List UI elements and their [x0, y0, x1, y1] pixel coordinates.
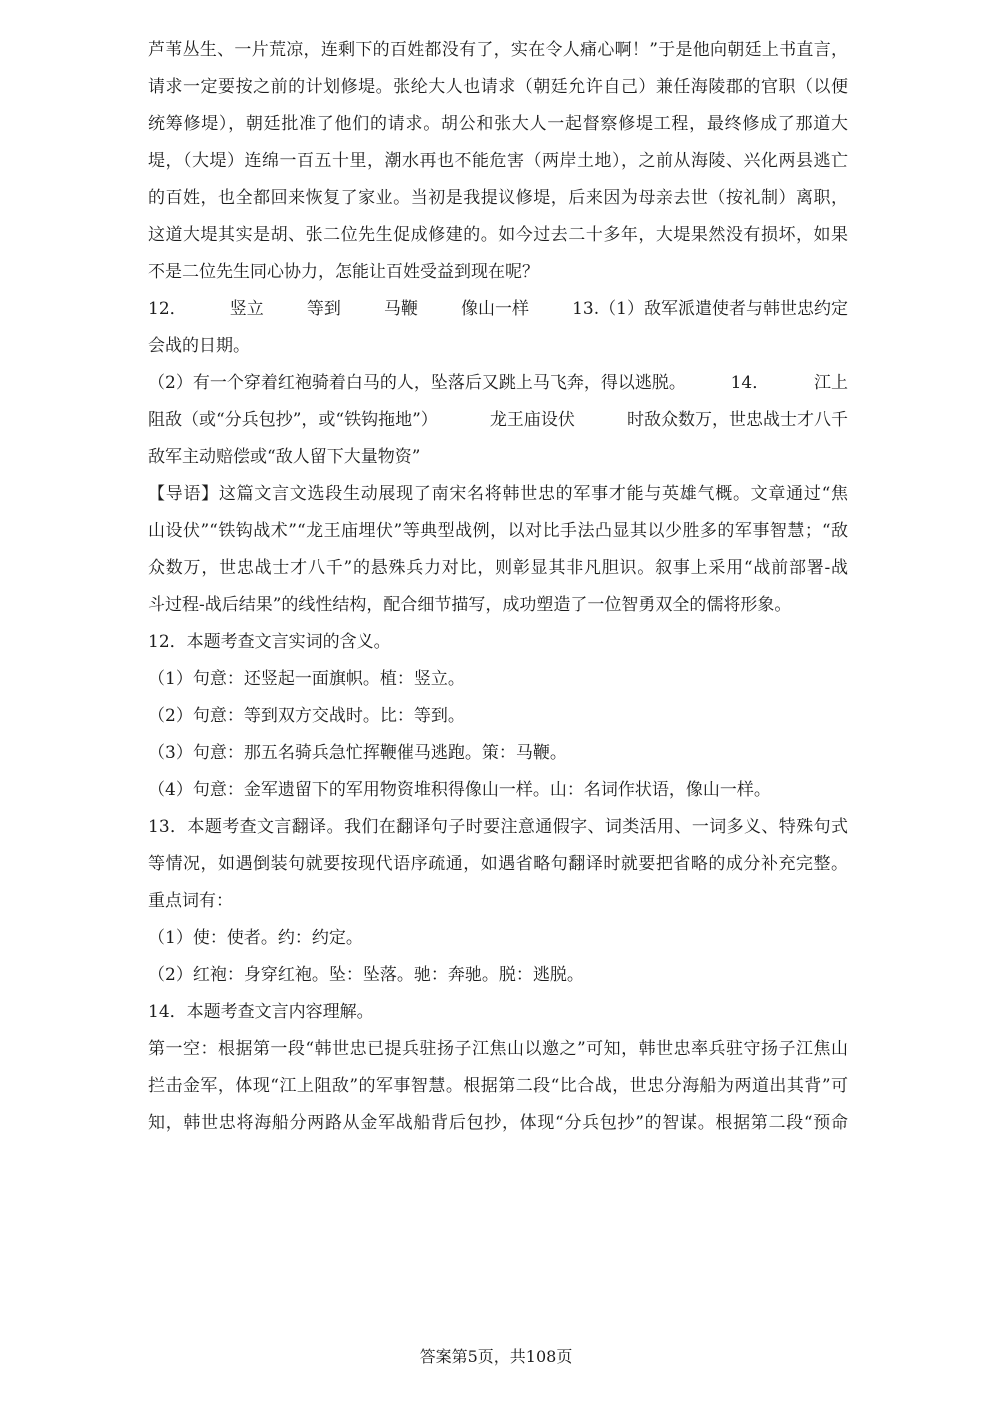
translation-line: 这道大堤其实是胡、张二位先生促成修建的。如今过去二十多年，大堤果然没有损坏，如果 — [148, 225, 848, 245]
guide-line: 众数万，世忠战士才八千”的悬殊兵力对比，则彰显其非凡胆识。叙事上采用“战前部署-战 — [148, 558, 848, 578]
q12-answer-4: 像山一样 — [461, 299, 530, 319]
q13-answer-2: （2）有一个穿着红袍骑着白马的人，坠落后又跳上马飞奔，得以逃脱。 — [148, 373, 686, 393]
q12-explain-heading: 12．本题考查文言实词的含义。 — [148, 632, 391, 652]
q13-answer-1: 13.（1）敌军派遣使者与韩世忠约定 — [572, 299, 848, 319]
guide-line: 【导语】这篇文言文选段生动展现了南宋名将韩世忠的军事才能与英雄气概。文章通过“焦 — [148, 484, 848, 504]
q12-explain-item: （1）句意：还竖起一面旗帜。植：竖立。 — [148, 669, 465, 689]
translation-line: 统筹修堤），朝廷批准了他们的请求。胡公和张大人一起督察修堤工程，最终修成了那道大 — [148, 114, 848, 134]
q12-number: 12． — [148, 299, 187, 319]
q14-explain-line: 第一空：根据第一段“韩世忠已提兵驻扬子江焦山以邀之”可知，韩世忠率兵驻守扬子江焦山 — [148, 1039, 848, 1059]
q12-answer-3: 马鞭 — [383, 299, 418, 319]
q12-explain-item: （3）句意：那五名骑兵急忙挥鞭催马逃跑。策：马鞭。 — [148, 743, 567, 763]
translation-line: 的百姓，也全都回来恢复了家业。当初是我提议修堤，后来因为母亲去世（按礼制）离职， — [148, 188, 848, 208]
q12-explain-item: （4）句意：金军遗留下的军用物资堆积得像山一样。山：名词作状语，像山一样。 — [148, 780, 771, 800]
q14-explain-heading: 14．本题考查文言内容理解。 — [148, 1002, 374, 1022]
page-footer: 答案第5页，共108页 — [419, 1347, 573, 1366]
answer-12-13-row — [148, 298, 848, 320]
q12-explain-item: （2）句意：等到双方交战时。比：等到。 — [148, 706, 465, 726]
guide-line: 山设伏”“铁钩战术”“龙王庙埋伏”等典型战例，以对比手法凸显其以少胜多的军事智慧；“敌 — [148, 521, 848, 541]
q12-answer-1: 竖立 — [229, 299, 264, 319]
q13-explain-item: （1）使：使者。约：约定。 — [148, 928, 363, 948]
q13-explain-item: （2）红袍：身穿红袍。坠：坠落。驰：奔驰。脱：逃脱。 — [148, 965, 584, 985]
guide-line: 斗过程-战后结果”的线性结构，配合细节描写，成功塑造了一位智勇双全的儒将形象。 — [148, 595, 792, 615]
translation-line: 堤，（大堤）连绵一百五十里，潮水再也不能危害（两岸土地），之前从海陵、兴化两县逃亡 — [148, 151, 848, 171]
q14-answer-1: 江上 — [814, 373, 848, 393]
translation-line: 芦苇丛生、一片荒凉，连剩下的百姓都没有了，实在令人痛心啊！”于是他向朝廷上书直言， — [148, 40, 848, 60]
q14-answer-4: 敌军主动赔偿或“敌人留下大量物资” — [148, 447, 421, 467]
q14-explain-line: 拦击金军，体现“江上阻敌”的军事智慧。根据第二段“比合战，世忠分海船为两道出其背”可 — [148, 1076, 848, 1096]
answer-13-14-row — [148, 372, 848, 394]
q13-answer-1-cont: 会战的日期。 — [148, 336, 250, 356]
q14-answer-2: 龙王庙设伏 — [489, 410, 575, 430]
q14-answer-1-cont: 阻敌（或“分兵包抄”，或“铁钩拖地”） — [148, 410, 438, 430]
q14-answer-3: 时敌众数万，世忠战士才八千 — [626, 410, 848, 430]
q13-explain-line: 重点词有： — [148, 891, 233, 911]
q14-number: 14． — [730, 373, 770, 393]
q14-explain-line: 知，韩世忠将海船分两路从金军战船背后包抄，体现“分兵包抄”的智谋。根据第二段“预命 — [148, 1113, 848, 1133]
q14-answer-row — [148, 409, 848, 431]
q13-explain-line: 13．本题考查文言翻译。我们在翻译句子时要注意通假字、词类活用、一词多义、特殊句式 — [148, 817, 848, 837]
translation-line: 不是二位先生同心协力，怎能让百姓受益到现在呢？ — [148, 262, 539, 282]
translation-line: 请求一定要按之前的计划修堤。张纶大人也请求（朝廷允许自己）兼任海陵郡的官职（以便 — [148, 77, 848, 97]
q13-explain-line: 等情况，如遇倒装句就要按现代语序疏通，如遇省略句翻译时就要把省略的成分补充完整。 — [148, 854, 848, 874]
q12-answer-2: 等到 — [306, 299, 341, 319]
